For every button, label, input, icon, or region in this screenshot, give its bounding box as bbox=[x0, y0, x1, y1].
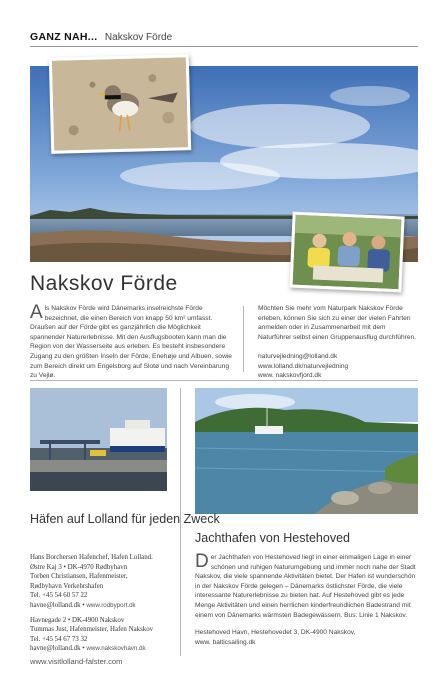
harbor-email-line bbox=[30, 601, 176, 611]
harbor-email[interactable]: havne@lolland.dk • bbox=[30, 645, 87, 653]
harbor-contact-line: Hans Borchersen Hafenchef, Hafen Lolland. bbox=[30, 554, 153, 561]
harbor-contact-line: Østre Kaj 3 • DK-4970 Rødbyhavn bbox=[30, 563, 128, 571]
footer-website-link[interactable]: www.visitlolland-falster.com bbox=[30, 657, 123, 666]
section-divider bbox=[30, 380, 418, 381]
harbors-contact bbox=[30, 553, 176, 654]
harbor-contact-line: Tel. +45 54 60 57 22 bbox=[30, 592, 88, 600]
harbor-contact-line: Rødbyhavn Verkehrshafen bbox=[30, 582, 104, 590]
article-title: Nakskov Förde bbox=[30, 272, 178, 295]
intro-dropcap: A bbox=[30, 302, 43, 323]
balticsailing-link[interactable]: www. balticsailing.dk bbox=[195, 638, 256, 646]
naturvejledning-link[interactable]: www.lolland.dk/naturvejledning bbox=[258, 362, 349, 370]
intro-text: ls Nakskov Förde wird Dänemarks inselreichste Förde bezeichnet, die einen Bereich von knapp 50 km² umfasst. Draußen auf der Förde gibt es ganzjährlich die Möglichkeit spannender Naturerlebnisse. Mit den Ausflugsbooten kann man die Region von der Wasserseite aus erleben. Es besteht insbesondere Zugang zu den größten Inseln der Förde, Enehøje und Albuen, sowie zum Bereich direkt um Engelsborg auf Slotø und nach Vereinbarung zu Vejlø. bbox=[30, 305, 232, 380]
section-kicker: GANZ NAH... bbox=[30, 31, 98, 43]
harbor-contact-line: Tummas Just, Hafenmeister, Hafen Nakskov bbox=[30, 626, 154, 634]
marina-title: Jachthafen von Hestehoved bbox=[195, 531, 350, 545]
nakskovfjord-link[interactable]: www. nakskovfjord.dk bbox=[258, 372, 322, 380]
harbor-contact-line: Havnegade 2 • DK-4900 Nakskov bbox=[30, 616, 125, 624]
harbor-email[interactable]: havne@lolland.dk • bbox=[30, 601, 87, 609]
nakskovhavn-link[interactable]: www.nakskovhavn.dk bbox=[86, 645, 146, 653]
marina-address: Hestehoved Havn, Hestehovedet 3, DK-4900 Nakskov, bbox=[195, 629, 356, 637]
marina-text: er Jachthafen von Hestehoved liegt in einer einmaligen Lage in einer schönen und ruhigen Naturumgebung und immer noch nahe der Stadt Nakskov, die viele spannende Aktivitäten bietet. Der Hafen ist wunderschön in der Nakskov Förde gelegen – Dänemarks östlichster Förde, die viele interessante Naturerlebnisse zu bieten hat. Auf Hestehoved gibt es jede Menge Aktivitäten und einen herrlichen kinderfreundlichen Badestrand mit einem von Dänemarks wärmsten Badegewässern. Bus: Linie 1 Nakskov. bbox=[195, 554, 416, 619]
info-column bbox=[258, 304, 418, 381]
email-link[interactable]: naturvejledning@lolland.dk bbox=[258, 353, 338, 361]
marina-dropcap: D bbox=[195, 551, 209, 572]
info-links bbox=[258, 352, 418, 380]
intro-paragraph bbox=[30, 304, 236, 381]
section-place: Nakskov Förde bbox=[104, 32, 173, 43]
harbors-title: Häfen auf Lolland für jeden Zweck bbox=[30, 512, 220, 526]
marina-photo bbox=[195, 388, 418, 514]
harbor-contact-line: Tel. +45 54 67 73 32 bbox=[30, 635, 88, 643]
marina-paragraph bbox=[195, 553, 418, 647]
harbor-contact-line: Torben Christiansen, Hafenmeister, bbox=[30, 573, 128, 581]
column-divider bbox=[243, 306, 244, 372]
info-text: Möchten Sie mehr vom Naturpark Nakskov Förde erleben, können Sie sich zu einer der vielen Fahrten anmelden oder in Zusammenarbeit mit dem Naturführer selbst einen Gruppenausflug durchführen. bbox=[258, 305, 416, 341]
group-people-photo bbox=[289, 212, 404, 293]
plover-bird-photo bbox=[49, 54, 191, 154]
page-header bbox=[30, 27, 418, 47]
rodbyport-link[interactable]: www.rodbyport.dk bbox=[86, 601, 136, 609]
harbor-email-line bbox=[30, 644, 176, 654]
ferry-harbor-photo bbox=[30, 388, 167, 491]
